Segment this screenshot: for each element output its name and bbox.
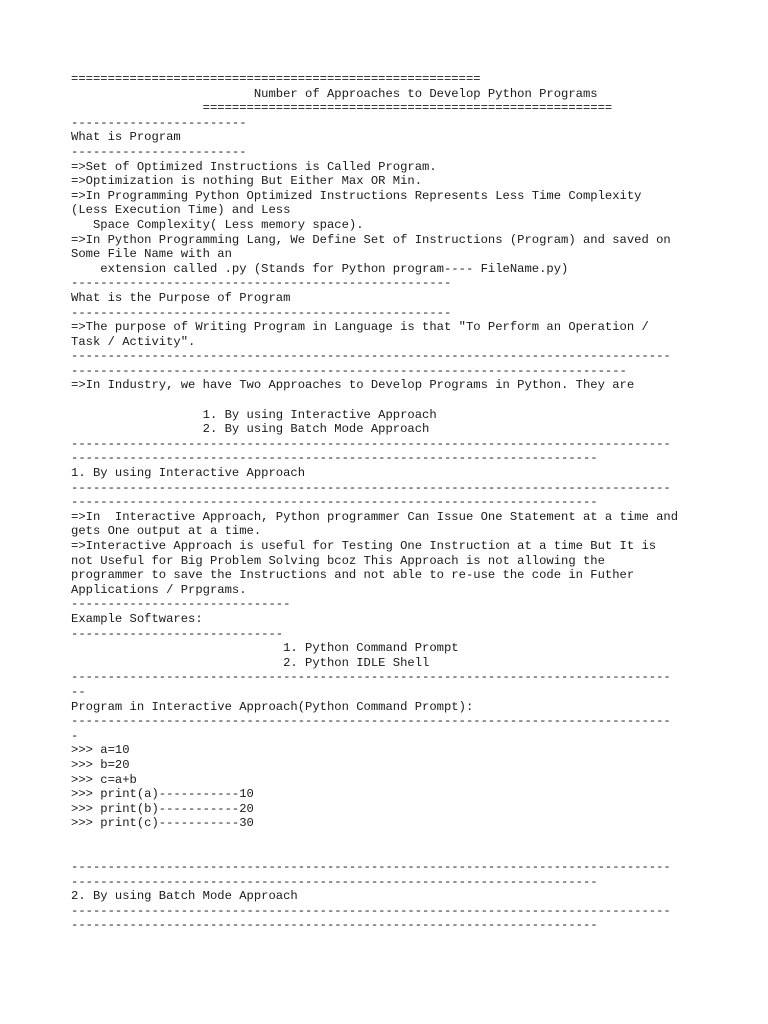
document-line: ---------------------------------------------------------------------------------- [71, 903, 671, 918]
document-line: 1. By using Interactive Approach [71, 407, 437, 422]
document-line: >>> print(a)-----------10 [71, 787, 254, 802]
document-line: -- [71, 684, 86, 699]
document-line: Space Complexity( Less memory space). [71, 217, 364, 232]
document-line: ------------------------------------------------------------------------ [71, 874, 598, 889]
document-line: ---------------------------------------------------------------------------------- [71, 480, 671, 495]
document-line: Example Softwares: [71, 611, 203, 626]
document-line: ---------------------------------------------------------------------------------- [71, 714, 671, 729]
document-page [71, 72, 711, 933]
document-line: - [71, 728, 79, 743]
document-line [71, 845, 711, 860]
document-line: =>Set of Optimized Instructions is Called Program. [71, 159, 437, 174]
document-line: =>In Interactive Approach, Python programmer Can Issue One Statement at a time and [71, 509, 679, 524]
document-line: >>> b=20 [71, 757, 130, 772]
document-line: >>> c=a+b [71, 772, 137, 787]
document-line: ---------------------------------------------------------------------------------- [71, 670, 671, 685]
document-line: ---------------------------------------------------------------------------------- [71, 436, 671, 451]
document-line: >>> print(c)-----------30 [71, 816, 254, 831]
document-line [71, 831, 711, 846]
document-line: gets One output at a time. [71, 524, 262, 539]
document-line: ======================================================== [71, 101, 613, 116]
document-line: ---------------------------------------------------- [71, 276, 452, 291]
document-line: >>> print(b)-----------20 [71, 801, 254, 816]
document-line: ---------------------------------------------------- [71, 305, 452, 320]
document-line: ------------------------------------------------------------------------ [71, 918, 598, 933]
document-line: What is Program [71, 130, 181, 145]
document-line: (Less Execution Time) and Less [71, 203, 291, 218]
document-line: ------------------------------ [71, 597, 291, 612]
document-line: programmer to save the Instructions and not able to re-use the code in Futher [71, 568, 635, 583]
document-line: What is the Purpose of Program [71, 290, 291, 305]
document-line: Some File Name with an [71, 247, 232, 262]
document-line: Task / Activity". [71, 334, 196, 349]
document-line: =>In Python Programming Lang, We Define Set of Instructions (Program) and saved on [71, 232, 671, 247]
document-line: 1. Python Command Prompt [71, 641, 459, 656]
document-line: 2. By using Batch Mode Approach [71, 422, 430, 437]
document-line: ----------------------------- [71, 626, 284, 641]
document-line: =>Interactive Approach is useful for Testing One Instruction at a time But It is [71, 539, 657, 553]
document-line [71, 393, 711, 408]
document-line: 1. By using Interactive Approach [71, 466, 306, 481]
document-line: 2. By using Batch Mode Approach [71, 889, 298, 904]
document-line: 2. Python IDLE Shell [71, 655, 430, 670]
document-line: =>The purpose of Writing Program in Language is that "To Perform an Operation / [71, 320, 649, 335]
document-line: =>Optimization is nothing But Either Max OR Min. [71, 174, 423, 189]
document-line: ======================================================== [71, 72, 481, 86]
document-line: >>> a=10 [71, 743, 130, 758]
document-line: Number of Approaches to Develop Python Programs [71, 86, 598, 101]
document-line: ------------------------ [71, 144, 247, 159]
document-line: Program in Interactive Approach(Python Command Prompt): [71, 699, 474, 714]
document-line: ---------------------------------------------------------------------------------- [71, 349, 671, 364]
document-line: Applications / Prpgrams. [71, 582, 247, 597]
document-line: ------------------------ [71, 115, 247, 130]
document-line: =>In Industry, we have Two Approaches to Develop Programs in Python. They are [71, 378, 635, 393]
document-line: ---------------------------------------------------------------------------- [71, 363, 627, 378]
document-line: ---------------------------------------------------------------------------------- [71, 860, 671, 875]
document-line: extension called .py (Stands for Python program---- FileName.py) [71, 261, 569, 276]
document-line: ------------------------------------------------------------------------ [71, 495, 598, 510]
document-line: ------------------------------------------------------------------------ [71, 451, 598, 466]
document-line: not Useful for Big Problem Solving bcoz This Approach is not allowing the [71, 553, 605, 568]
document-line: =>In Programming Python Optimized Instructions Represents Less Time Complexity [71, 188, 642, 203]
